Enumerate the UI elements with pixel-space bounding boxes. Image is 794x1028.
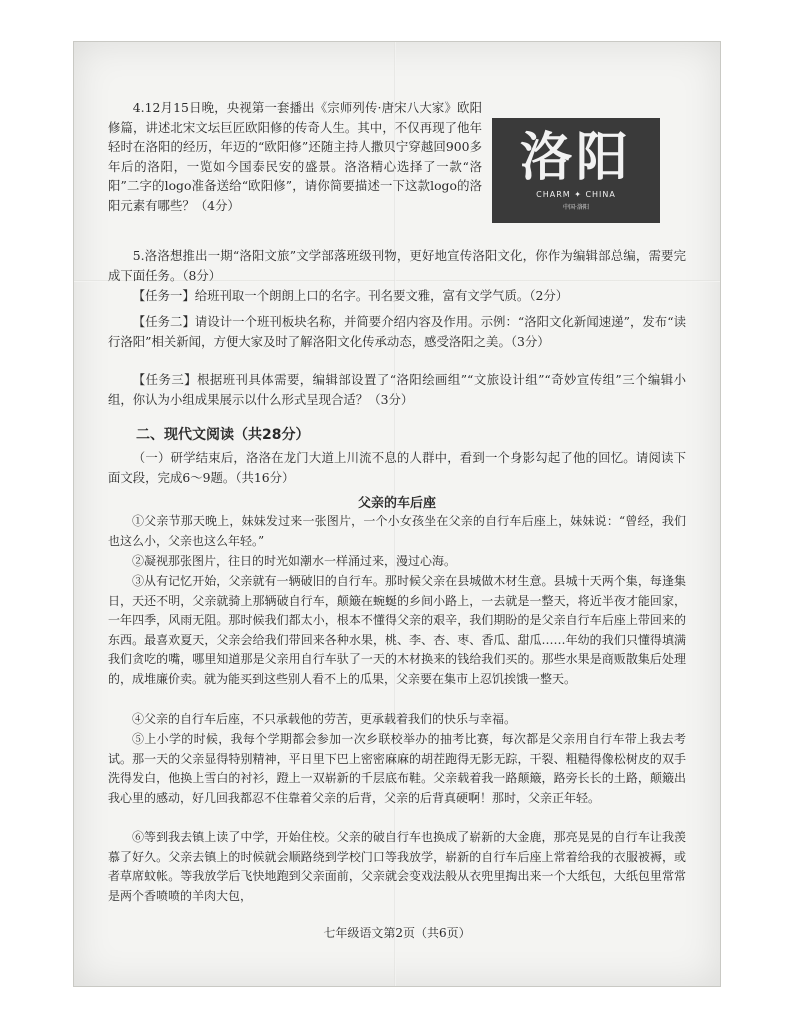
task-3: 【任务三】根据班刊具体需要，编辑部设置了“洛阳绘画组”“文旅设计组”“奇妙宣传组”三个编辑小组，你认为小组成果展示以什么形式呈现合适？（3分） — [108, 372, 686, 407]
luoyang-logo-image — [492, 118, 660, 223]
logo-chinese-caption: 中国·洛阳 — [563, 204, 589, 211]
article-title: 父亲的车后座 — [357, 496, 436, 511]
question-5-intro: 5.洛洛想推出一期“洛阳文旅”文学部落班级刊物，更好地宣传洛阳文化，你作为编辑部总编，需要完成下面任务。（8分） — [108, 248, 686, 283]
question-4-text: 4.12月15日晚，央视第一套播出《宗师列传·唐宋八大家》欧阳修篇，讲述北宋文坛巨匠欧阳修的传奇人生。其中，不仅再现了他年轻时在洛阳的经历，年迈的“欧阳修”还随主持人撒贝宁穿越回900多年后的洛阳，一览如今国泰民安的盛景。洛洛精心选择了一款“洛阳”二字的logo准备送给“欧阳修”，请你简要描述一下这款logo的洛阳元素有哪些？（4分） — [108, 100, 482, 213]
page-footer: 七年级语文第2页（共6页） — [323, 926, 471, 940]
article-paragraph-5: ⑤上小学的时候，我每个学期都会参加一次乡联校举办的抽考比赛，每次都是父亲用自行车带上我去考试。那一天的父亲显得特别精神，平日里下巴上密密麻麻的胡茬跑得无影无踪，干裂、粗糙得像松树皮的双手洗得发白，他换上雪白的衬衫，蹬上一双崭新的千层底布鞋。父亲载着我一路颠簸，路旁长长的土路，颠簸出我心里的感动，好几回我都忍不住靠着父亲的后背，父亲的后背真硬啊！那时，父亲正年轻。 — [108, 732, 686, 805]
article-paragraph-1: ①父亲节那天晚上，妹妹发过来一张图片，一个小女孩坐在父亲的自行车后座上，妹妹说：“曾经，我们也这么小，父亲也这么年轻。” — [108, 514, 686, 548]
task-1: 【任务一】给班刊取一个朗朗上口的名字。刊名要文雅，富有文学气质。（2分） — [132, 288, 569, 303]
exam-paper — [74, 42, 720, 986]
article-paragraph-4: ④父亲的自行车后座，不只承载他的劳苦，更承载着我们的快乐与幸福。 — [132, 712, 517, 726]
article-paragraph-2: ②凝视那张图片，往日的时光如潮水一样涌过来，漫过心海。 — [132, 554, 457, 568]
section-title: 二、现代文阅读（共28分） — [136, 427, 310, 443]
task-2: 【任务二】请设计一个班刊板块名称，并简要介绍内容及作用。示例：“洛阳文化新闻速递”，发布“读行洛阳”相关新闻，方便大家及时了解洛阳文化传承动态，感受洛阳之美。（3分） — [108, 314, 686, 349]
article-paragraph-3: ③从有记忆开始，父亲就有一辆破旧的自行车。那时候父亲在县城做木材生意。县城十天两个集，每逢集日，天还不明，父亲就骑上那辆破自行车，颠簸在蜿蜒的乡间小路上，一去就是一整天，将近半夜才能回家，一年四季，风雨无阻。那时候我们都太小，根本不懂得父亲的艰辛，我们期盼的是父亲自行车后座上带回来的东西。最喜欢夏天，父亲会给我们带回来各种水果，桃、李、杏、枣、香瓜、甜瓜……年幼的我们只懂得填满我们贪吃的嘴，哪里知道那是父亲用自行车驮了一天的木材换来的钱给我们买的。那些水果是商贩散集后处理的，成堆廉价卖。就为能买到这些别人看不上的瓜果，父亲要在集市上忍饥挨饿一整天。 — [108, 574, 686, 686]
article-paragraph-6: ⑥等到我去镇上读了中学，开始住校。父亲的破自行车也换成了崭新的大金鹿，那亮晃晃的自行车让我羡慕了好久。父亲去镇上的时候就会顺路绕到学校门口等我放学，崭新的自行车后座上常着给我的衣服被褥，或者草席蚊帐。等我放学后飞快地跑到父亲面前，父亲就会变戏法般从衣兜里掏出来一个大纸包，大纸包里常常是两个香喷喷的羊肉大包， — [108, 830, 686, 903]
logo-main-text: 洛阳 — [519, 127, 632, 188]
reading-intro: （一）研学结束后，洛洛在龙门大道上川流不息的人群中，看到一个身影勾起了他的回忆。请阅读下面文段，完成6～9题。（共16分） — [108, 450, 686, 485]
logo-english-text: CHARM ✦ CHINA — [536, 190, 616, 199]
